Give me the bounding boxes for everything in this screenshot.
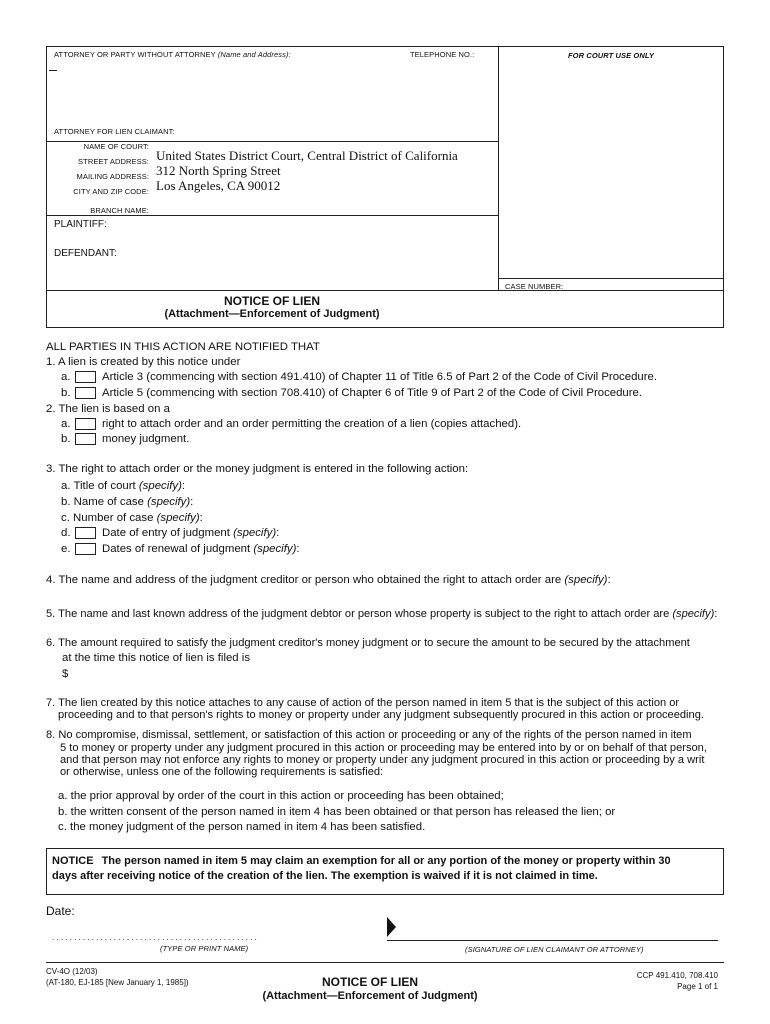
intro-text: ALL PARTIES IN THIS ACTION ARE NOTIFIED THAT	[46, 341, 320, 353]
item-1b-checkbox[interactable]	[75, 387, 96, 399]
item-8c: c. the money judgment of the person named in item 4 has been satisfied.	[58, 821, 426, 833]
item-5: 5. The name and last known address of the judgment debtor or person whose property is subject to the right to attach order are (specify):	[46, 608, 718, 620]
mailing-address-label: MAILING ADDRESS:	[76, 172, 149, 181]
court-name-value: United States District Court, Central District of California	[156, 148, 458, 163]
form-title: NOTICE OF LIEN	[224, 294, 320, 308]
item-1a-checkbox[interactable]	[75, 371, 96, 383]
city-zip-label: CITY AND ZIP CODE:	[73, 187, 149, 196]
signature-line	[387, 940, 718, 941]
item-3d-checkbox[interactable]	[75, 527, 96, 539]
item-6-line1: 6. The amount required to satisfy the judgment creditor's money judgment or to secure the amount to be secured by the attachment	[46, 637, 690, 649]
attorney-for-label: ATTORNEY FOR LIEN CLAIMANT:	[54, 127, 175, 136]
form-number: CV-4O (12/03)	[46, 967, 98, 976]
item-1: 1. A lien is created by this notice under	[46, 356, 241, 368]
signature-caption: (SIGNATURE OF LIEN CLAIMANT OR ATTORNEY)	[465, 945, 644, 954]
defendant-label: DEFENDANT:	[54, 248, 117, 259]
item-3c: c. Number of case (specify):	[61, 512, 203, 524]
type-name-dots: ...............................................	[52, 932, 259, 942]
notice-line1: NOTICE The person named in item 5 may claim an exemption for all or any portion of the money or property within 30	[52, 855, 671, 867]
footer-rule	[46, 962, 724, 963]
item-7-line1: 7. The lien created by this notice attaches to any cause of action of the person named in item 5 that is the subject of this action or	[46, 697, 680, 709]
type-name-caption: (TYPE OR PRINT NAME)	[160, 944, 249, 953]
attorney-mark	[49, 70, 57, 71]
item-2a-checkbox[interactable]	[75, 418, 96, 430]
ccp-reference: CCP 491.410, 708.410	[636, 971, 718, 980]
item-8-line4: or otherwise, unless one of the following requirements is satisfied:	[60, 766, 384, 778]
court-street-value: 312 North Spring Street	[156, 163, 281, 178]
form-reference: (AT-180, EJ-185 [New January 1, 1985])	[46, 978, 189, 987]
footer-subtitle: (Attachment—Enforcement of Judgment)	[262, 990, 478, 1002]
item-3: 3. The right to attach order or the money judgment is entered in the following action:	[46, 463, 469, 475]
item-7-line2: proceeding and to that person's rights to money or property under any judgment subsequently procured in this action or proceeding.	[58, 709, 704, 721]
form-subtitle: (Attachment—Enforcement of Judgment)	[164, 308, 380, 320]
item-6-dollar: $	[62, 668, 69, 680]
notice-label: NOTICE	[52, 855, 94, 867]
header-line-plaintiff	[46, 215, 498, 216]
item-3e-checkbox[interactable]	[75, 543, 96, 555]
item-2b: b. money judgment.	[61, 433, 190, 445]
item-2: 2. The lien is based on a	[46, 403, 170, 415]
item-3e: e. Dates of renewal of judgment (specify):	[61, 543, 300, 555]
page-number: Page 1 of 1	[677, 982, 718, 991]
item-3b: b. Name of case (specify):	[61, 496, 194, 508]
signature-arrow-icon	[387, 917, 396, 937]
item-1b: b. Article 5 (commencing with section 708.410) of Chapter 6 of Title 9 of Part 2 of the Code of Civil Procedure.	[61, 387, 643, 399]
item-6-line2: at the time this notice of lien is filed is	[62, 652, 251, 664]
item-1a: a. Article 3 (commencing with section 491.410) of Chapter 11 of Title 6.5 of Part 2 of the Code of Civil Procedure.	[61, 371, 658, 383]
item-2a: a. right to attach order and an order permitting the creation of a lien (copies attached).	[61, 418, 522, 430]
attorney-label: ATTORNEY OR PARTY WITHOUT ATTORNEY (Name and Address):	[54, 50, 291, 59]
name-of-court-label: NAME OF COURT:	[83, 142, 149, 151]
court-use-label: FOR COURT USE ONLY	[568, 51, 655, 60]
notice-line2: days after receiving notice of the creation of the lien. The exemption is waived if it is not claimed in time.	[52, 870, 598, 882]
telephone-label: TELEPHONE NO.:	[410, 50, 475, 59]
case-number-label: CASE NUMBER:	[505, 282, 564, 291]
street-address-label: STREET ADDRESS:	[78, 157, 149, 166]
item-3d: d. Date of entry of judgment (specify):	[61, 527, 280, 539]
item-2b-checkbox[interactable]	[75, 433, 96, 445]
item-8b: b. the written consent of the person named in item 4 has been obtained or that person has released the lien; or	[58, 806, 616, 818]
court-city-value: Los Angeles, CA 90012	[156, 178, 281, 193]
branch-name-label: BRANCH NAME:	[90, 206, 149, 215]
date-label: Date:	[46, 904, 75, 918]
item-8-line3: and that person may not enforce any rights to money or property under any judgment procured in this action or proceeding by a writ	[60, 754, 705, 766]
item-8a: a. the prior approval by order of the court in this action or proceeding has been obtained;	[58, 790, 504, 802]
item-8-line1: 8. No compromise, dismissal, settlement, or satisfaction of this action or proceeding or any of the rights of the person named in item	[46, 729, 692, 741]
header-line-case	[46, 290, 724, 291]
item-4: 4. The name and address of the judgment creditor or person who obtained the right to attach order are (specify):	[46, 574, 611, 586]
header-divider-vertical	[498, 46, 499, 290]
footer-title: NOTICE OF LIEN	[322, 975, 418, 989]
header-line-case-right	[498, 278, 724, 279]
plaintiff-label: PLAINTIFF:	[54, 219, 107, 230]
item-3a: a. Title of court (specify):	[61, 480, 186, 492]
item-8-line2: 5 to money or property under any judgment procured in this action or proceeding may be entered into by or on behalf of that person,	[60, 742, 707, 754]
